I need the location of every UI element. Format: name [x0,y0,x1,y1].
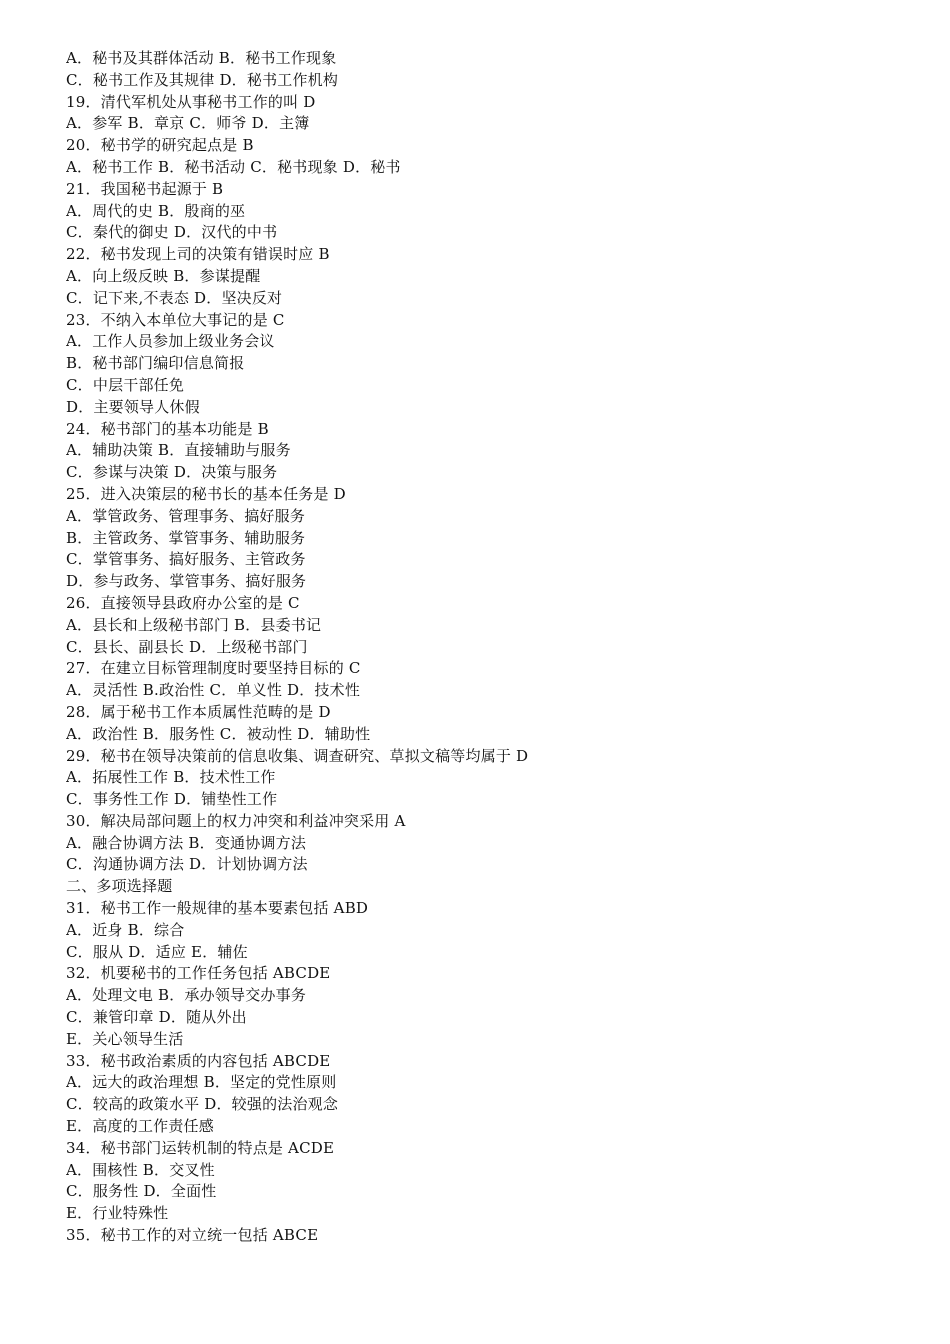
text-line: D．参与政务、掌管事务、搞好服务 [66,572,307,591]
text-line: C．掌管事务、搞好服务、主管政务 [66,550,306,569]
text-line: A．参军 B．章京 C．师爷 D．主簿 [66,114,310,133]
text-line: C．记下来,不表态 D．坚决反对 [66,288,283,307]
text-line: A．拓展性工作 B．技术性工作 [66,768,276,787]
text-line: A．工作人员参加上级业务会议 [66,332,275,351]
text-line: C．参谋与决策 D．决策与服务 [66,463,278,482]
text-line: A．周代的史 B．殷商的巫 [66,201,246,220]
question-line: 22．秘书发现上司的决策有错误时应 B [66,245,330,264]
text-line: A．辅助决策 B．直接辅助与服务 [66,441,291,460]
text-line: A．围核性 B．交叉性 [66,1160,215,1179]
question-line: 33．秘书政治素质的内容包括 ABCDE [66,1051,331,1070]
question-line: 30．解决局部问题上的权力冲突和利益冲突采用 A [66,811,406,830]
text-line: C．兼管印章 D．随从外出 [66,1008,247,1027]
text-line: A．秘书及其群体活动 B．秘书工作现象 [66,49,337,67]
question-line: 21．我国秘书起源于 B [66,179,224,198]
text-line: D．主要领导人休假 [66,397,200,416]
question-line: 35．秘书工作的对立统一包括 ABCE [66,1226,319,1245]
text-line: A．政治性 B．服务性 C．被动性 D．辅助性 [66,724,371,743]
text-line: A．处理文电 B．承办领导交办事务 [66,986,307,1005]
text-line: C．服从 D．适应 E．辅佐 [66,942,248,961]
question-line: 34．秘书部门运转机制的特点是 ACDE [66,1138,335,1157]
text-line: A．灵活性 B.政治性 C．单义性 D．技术性 [66,681,361,700]
document-page [66,48,906,1308]
text-line: C．中层干部任免 [66,375,185,394]
text-line: C．服务性 D．全面性 [66,1182,217,1201]
text-line: E．高度的工作责任感 [66,1117,214,1136]
text-line: A．近身 B．综合 [66,920,185,939]
text-line: C．秘书工作及其规律 D．秘书工作机构 [66,70,339,89]
question-line: 19．清代军机处从事秘书工作的叫 D [66,92,316,111]
text-line: A．秘书工作 B．秘书活动 C．秘书现象 D．秘书 [66,157,401,176]
text-line: C．秦代的御史 D．汉代的中书 [66,223,278,242]
question-line: 31．秘书工作一般规律的基本要素包括 ABD [66,899,369,918]
question-line: 24．秘书部门的基本功能是 B [66,419,269,438]
text-line: E．行业特殊性 [66,1204,169,1223]
text-line: C．事务性工作 D．铺垫性工作 [66,790,278,809]
question-line: 26．直接领导县政府办公室的是 C [66,593,300,612]
question-line: 27．在建立目标管理制度时要坚持目标的 C [66,659,361,678]
question-line: 20．秘书学的研究起点是 B [66,136,254,155]
text-line: A．远大的政治理想 B．坚定的党性原则 [66,1073,337,1092]
section-heading: 二、多项选择题 [66,877,173,896]
question-line: 29．秘书在领导决策前的信息收集、调查研究、草拟文稿等均属于 D [66,746,529,765]
text-line: B．主管政务、掌管事务、辅助服务 [66,528,306,547]
text-line: A．县长和上级秘书部门 B．县委书记 [66,615,322,634]
question-line: 25．进入决策层的秘书长的基本任务是 D [66,484,346,503]
question-line: 23．不纳入本单位大事记的是 C [66,310,285,329]
text-line: C．沟通协调方法 D．计划协调方法 [66,855,308,874]
text-line: A．融合协调方法 B．变通协调方法 [66,833,307,852]
text-line: B．秘书部门编印信息简报 [66,354,245,373]
text-line: C．县长、副县长 D．上级秘书部门 [66,637,308,656]
question-line: 32．机要秘书的工作任务包括 ABCDE [66,964,331,983]
text-line: C．较高的政策水平 D．较强的法治观念 [66,1095,339,1114]
text-line: A．向上级反映 B．参谋提醒 [66,266,261,285]
text-line: A．掌管政务、管理事务、搞好服务 [66,506,306,525]
text-line: E．关心领导生活 [66,1029,184,1048]
question-line: 28．属于秘书工作本质属性范畴的是 D [66,702,331,721]
